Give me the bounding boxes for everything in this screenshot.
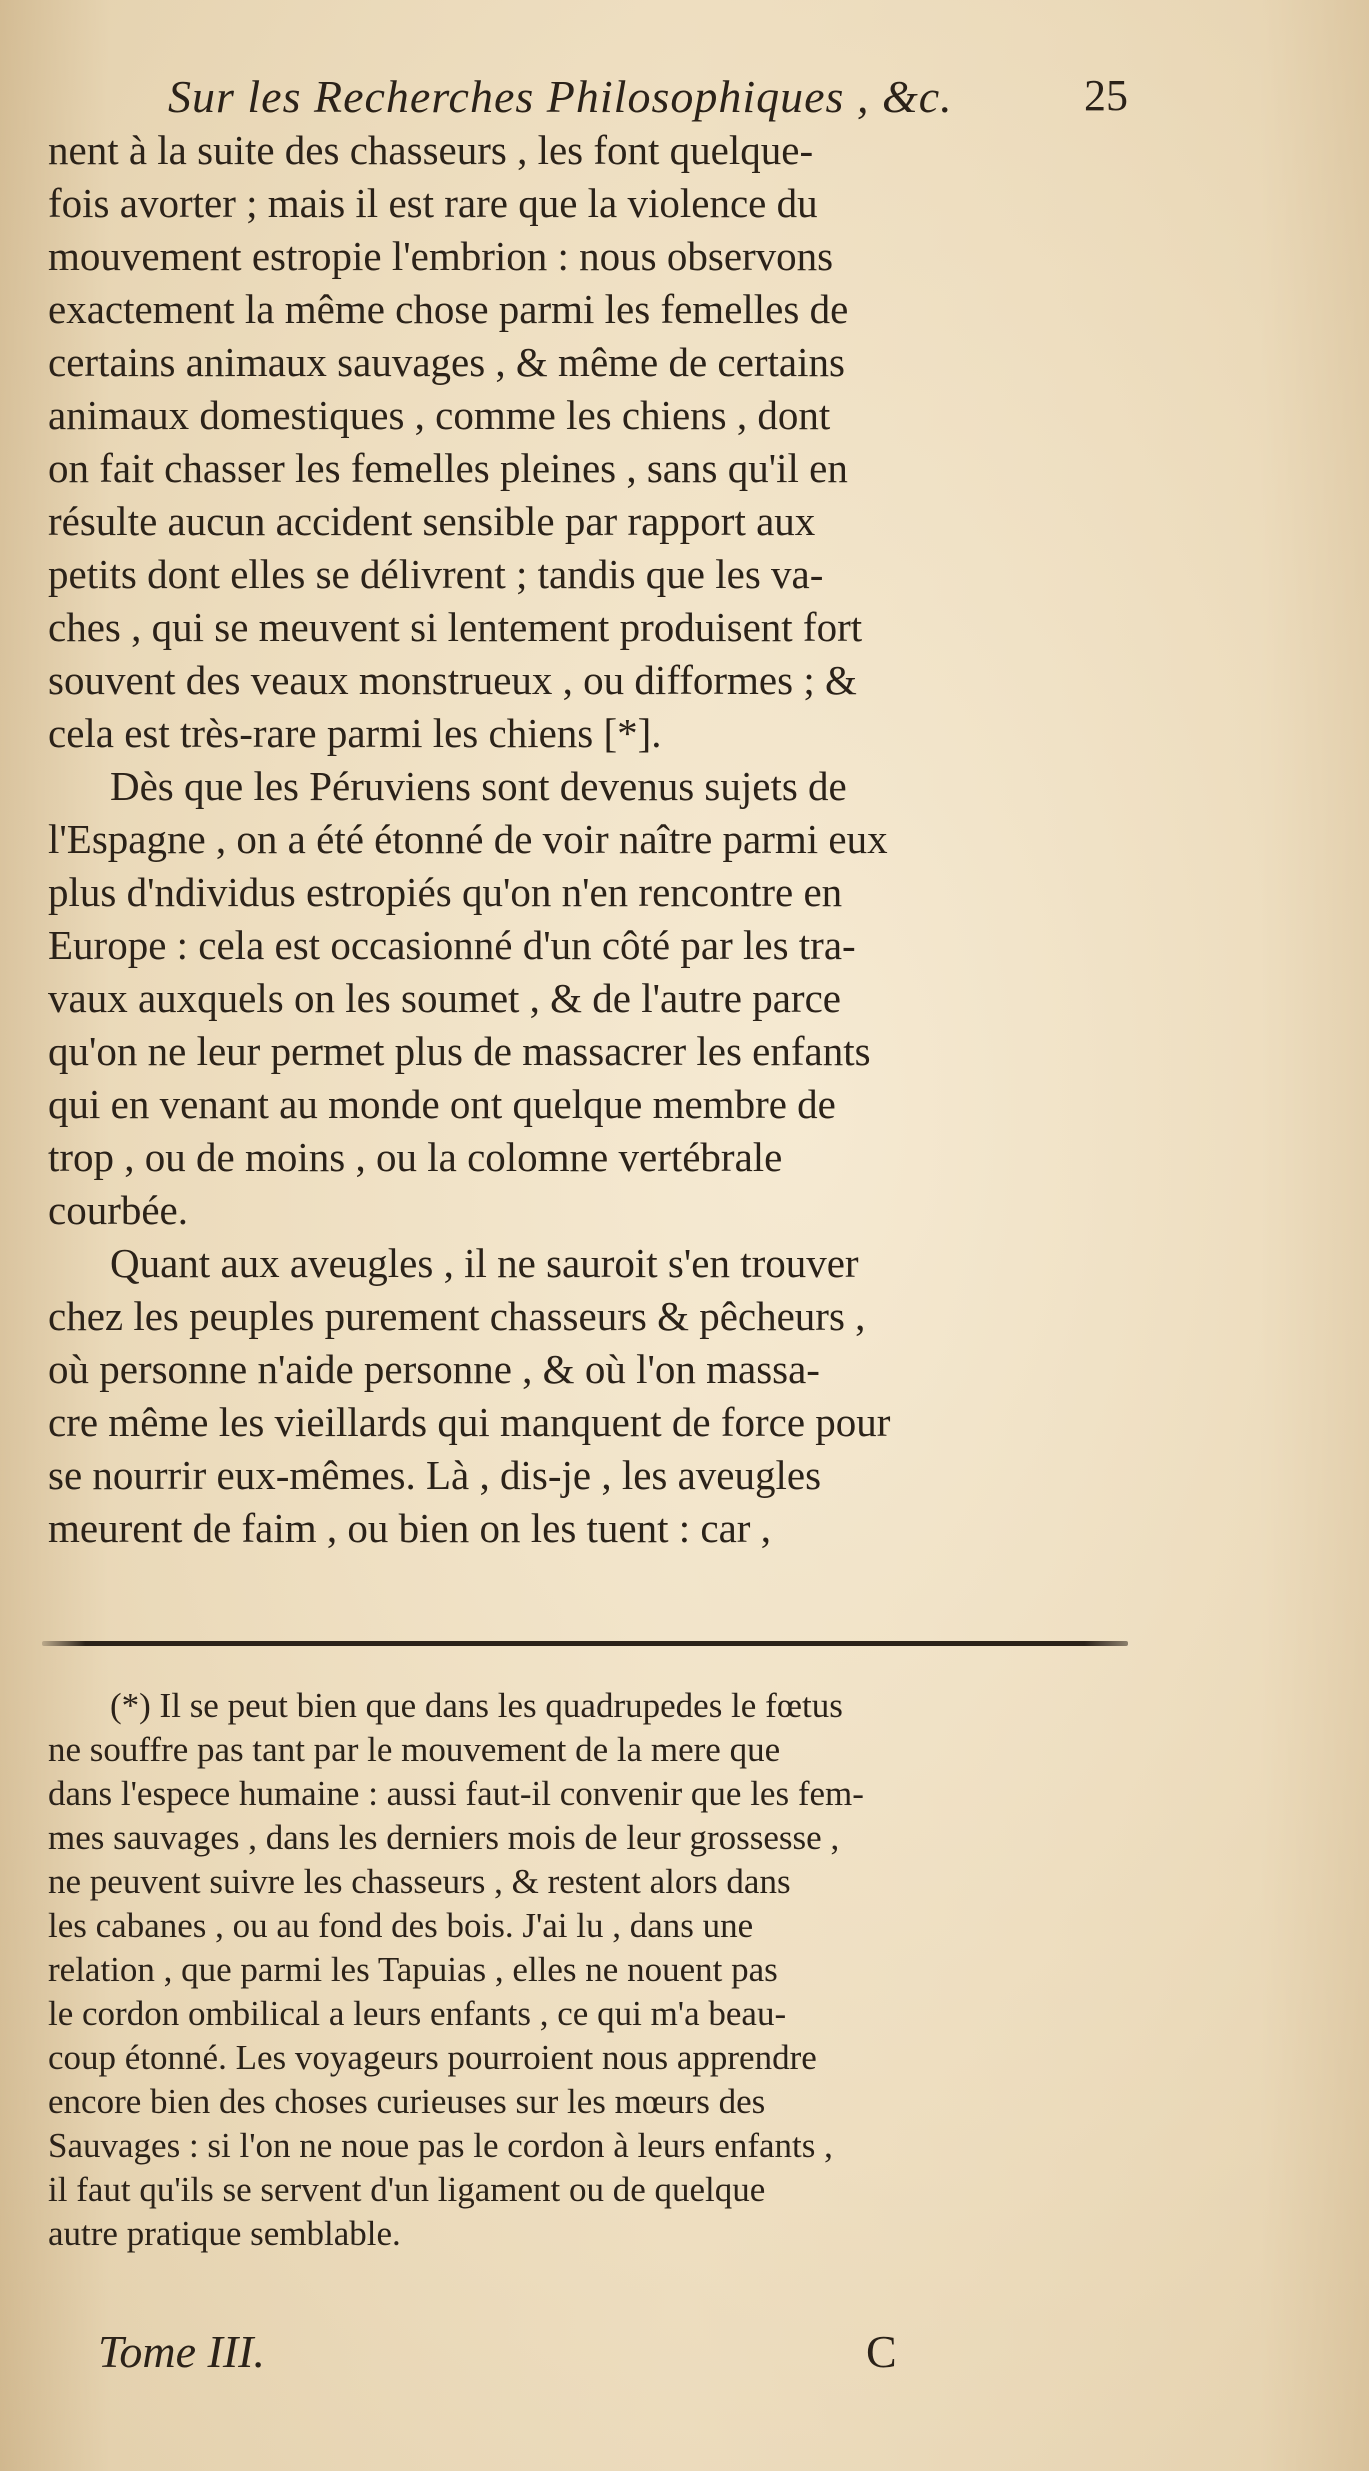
footnote-separator-rule: [42, 1641, 1128, 1646]
text-line: chez les peuples purement chasseurs & pêcheurs ,: [48, 1293, 866, 1339]
footnote-line: (*) Il se peut bien que dans les quadrupedes le fœtus: [110, 1686, 843, 1725]
text-line: souvent des veaux monstrueux , ou difformes ; &: [48, 657, 857, 703]
volume-mark: Tome III.: [98, 2326, 265, 2377]
footnote-line: il faut qu'ils se servent d'un ligament ou de quelque: [48, 2170, 766, 2209]
text-line: exactement la même chose parmi les femelles de: [48, 286, 849, 332]
text-line: où personne n'aide personne , & où l'on massa-: [48, 1346, 820, 1392]
footnote: [48, 1684, 1138, 2256]
text-line: certains animaux sauvages , & même de certains: [48, 339, 845, 385]
footnote-line: les cabanes , ou au fond des bois. J'ai lu , dans une: [48, 1906, 754, 1945]
footnote-line: encore bien des choses curieuses sur les mœurs des: [48, 2082, 766, 2121]
text-line: meurent de faim , ou bien on les tuent : car ,: [48, 1505, 771, 1551]
footnote-line: ne souffre pas tant par le mouvement de la mere que: [48, 1730, 781, 1769]
text-line: petits dont elles se délivrent ; tandis que les va-: [48, 551, 824, 597]
text-line: Europe : cela est occasionné d'un côté par les tra-: [48, 922, 856, 968]
footnote-line: dans l'espece humaine : aussi faut-il convenir que les fem-: [48, 1774, 864, 1813]
footnote-line: mes sauvages , dans les derniers mois de leur grossesse ,: [48, 1818, 840, 1857]
text-line: nent à la suite des chasseurs , les font quelque-: [48, 127, 814, 173]
signature-mark: C: [866, 2326, 897, 2377]
text-line: trop , ou de moins , ou la colomne vertébrale: [48, 1134, 783, 1180]
text-line: l'Espagne , on a été étonné de voir naître parmi eux: [48, 816, 888, 862]
paragraph-start-line: Quant aux aveugles , il ne sauroit s'en trouver: [110, 1240, 859, 1286]
text-line: résulte aucun accident sensible par rapport aux: [48, 498, 816, 544]
footnote-line: le cordon ombilical a leurs enfants , ce qui m'a beau-: [48, 1994, 787, 2033]
page-header: [168, 70, 1168, 130]
text-line: cre même les vieillards qui manquent de force pour: [48, 1399, 891, 1445]
text-line: ches , qui se meuvent si lentement produisent fort: [48, 604, 863, 650]
footnote-line: Sauvages : si l'on ne noue pas le cordon à leurs enfants ,: [48, 2126, 833, 2165]
paragraph-start-line: Dès que les Péruviens sont devenus sujets de: [110, 763, 847, 809]
text-line: courbée.: [48, 1187, 188, 1233]
text-line: fois avorter ; mais il est rare que la violence du: [48, 180, 818, 226]
main-text: [48, 124, 1138, 1555]
page-footer: [98, 2325, 1098, 2385]
text-line: plus d'ndividus estropiés qu'on n'en rencontre en: [48, 869, 843, 915]
text-line: vaux auxquels on les soumet , & de l'autre parce: [48, 975, 841, 1021]
text-line: on fait chasser les femelles pleines , sans qu'il en: [48, 445, 848, 491]
text-line: mouvement estropie l'embrion : nous observons: [48, 233, 834, 279]
footnote-line: relation , que parmi les Tapuias , elles ne nouent pas: [48, 1950, 778, 1989]
footnote-line: coup étonné. Les voyageurs pourroient nous apprendre: [48, 2038, 817, 2077]
running-title: Sur les Recherches Philosophiques , &c.: [168, 71, 953, 122]
text-line: animaux domestiques , comme les chiens , dont: [48, 392, 831, 438]
text-line: qu'on ne leur permet plus de massacrer les enfants: [48, 1028, 871, 1074]
footnote-line: autre pratique semblable.: [48, 2214, 401, 2253]
text-line: se nourrir eux-mêmes. Là , dis-je , les aveugles: [48, 1452, 822, 1498]
text-line: qui en venant au monde ont quelque membre de: [48, 1081, 836, 1127]
text-line: cela est très-rare parmi les chiens [*].: [48, 710, 662, 756]
page-number: 25: [1084, 71, 1128, 120]
footnote-line: ne peuvent suivre les chasseurs , & restent alors dans: [48, 1862, 791, 1901]
